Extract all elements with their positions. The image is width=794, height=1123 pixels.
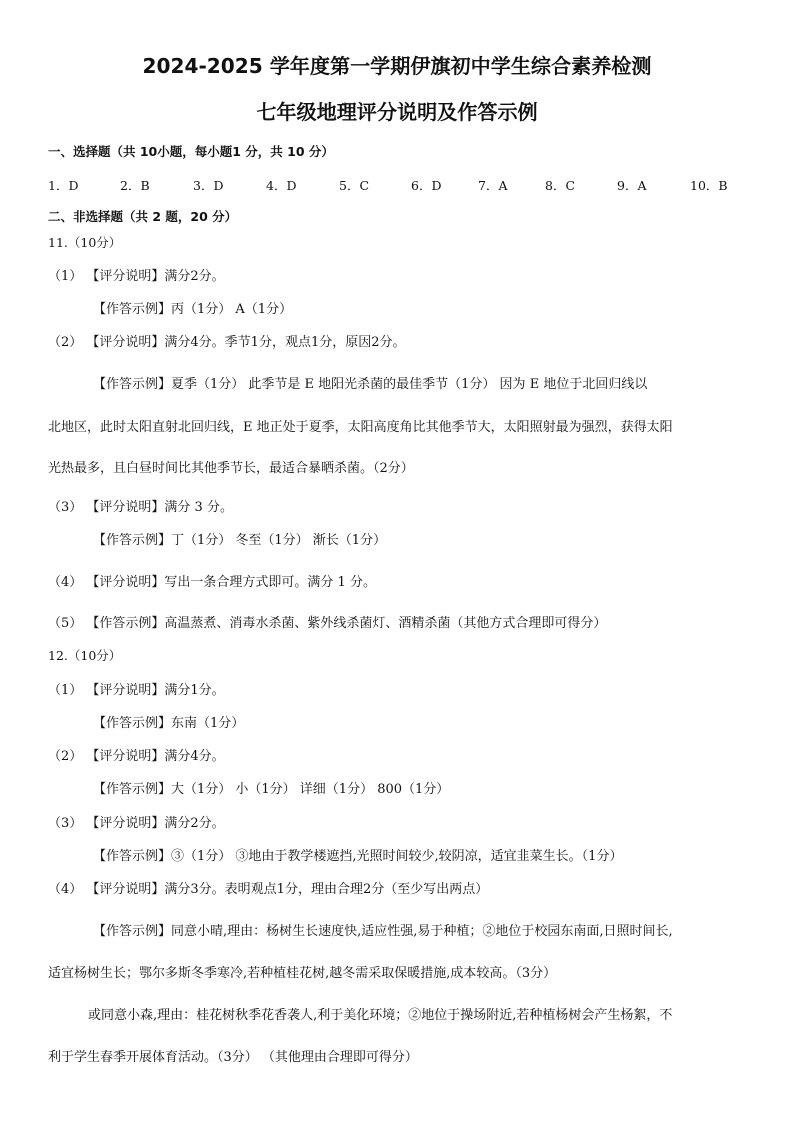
q11-part2-example-line: 【作答示例】夏季（1分） 此季节是 E 地阳光杀菌的最佳季节（1分） 因为 E 地位于北回归线以 [93,377,648,392]
document-subtitle: 七年级地理评分说明及作答示例 [256,100,538,124]
q11-part2-scoring: （2） 【评分说明】满分4分。季节1分，观点1分，原因2分。 [48,335,406,350]
answer-item: 4．D [266,178,297,193]
q12-part4-scoring: （4） 【评分说明】满分3分。表明观点1分，理由合理2分（至少写出两点） [48,882,489,897]
q11-part2-example-line: 光热最多，且白昼时间比其他季节长，最适合暴晒杀菌。（2分） [48,461,414,476]
answer-item: 2．B [120,178,150,193]
q11-part1-example: 【作答示例】丙（1分） A（1分） [93,302,293,317]
q12-part1-scoring: （1） 【评分说明】满分1分。 [48,683,225,698]
q12-part4-alternative-line: 或同意小森,理由：桂花树秋季花香袭人,利于美化环境；②地位于操场附近,若种植杨树会产生杨絮，不 [88,1008,673,1023]
answer-item: 6．D [411,178,442,193]
q11-part1-scoring: （1） 【评分说明】满分2分。 [48,269,225,284]
q12-part2-scoring: （2） 【评分说明】满分4分。 [48,749,225,764]
q12-part4-alternative-line: 利于学生春季开展体育活动。（3分） （其他理由合理即可得分） [48,1050,418,1065]
document-title: 2024-2025 学年度第一学期伊旗初中学生综合素养检测 [142,54,652,78]
answer-item: 3．D [193,178,224,193]
section-heading-multiple-choice: 一、选择题（共 10小题，每小题1 分，共 10 分） [48,144,334,159]
question-12-header: 12.（10分） [48,648,122,663]
answer-item: 1．D [48,178,79,193]
answer-item: 7．A [478,178,508,193]
q12-part3-scoring: （3） 【评分说明】满分2分。 [48,816,225,831]
question-11-header: 11.（10分） [48,235,122,250]
q11-part4-scoring: （4） 【评分说明】写出一条合理方式即可。满分 1 分。 [48,575,376,590]
answer-item: 5．C [339,178,370,193]
answer-item: 10．B [690,178,728,193]
answer-item: 8．C [545,178,576,193]
q12-part1-example: 【作答示例】东南（1分） [93,716,245,731]
section-heading-non-choice: 二、非选择题（共 2 题，20 分） [48,209,238,224]
q11-part5-example: （5） 【作答示例】高温蒸煮、消毒水杀菌、紫外线杀菌灯、酒精杀菌（其他方式合理即可得分） [48,616,607,631]
q11-part2-example-line: 北地区，此时太阳直射北回归线，E 地正处于夏季，太阳高度角比其他季节大，太阳照射最为强烈，获得太阳 [48,420,673,435]
answer-item: 9．A [617,178,647,193]
q12-part4-example-line: 适宜杨树生长；鄂尔多斯冬季寒冷,若种植桂花树,越冬需采取保暖措施,成本较高。（3分） [48,966,557,981]
q11-part3-scoring: （3） 【评分说明】满分 3 分。 [48,500,233,515]
q12-part2-example: 【作答示例】大（1分） 小（1分） 详细（1分） 800（1分） [93,782,450,797]
q11-part3-example: 【作答示例】丁（1分） 冬至（1分） 渐长（1分） [93,533,387,548]
q12-part4-example-line: 【作答示例】同意小晴,理由：杨树生长速度快,适应性强,易于种植；②地位于校园东南面,日照时间长, [93,924,673,939]
q12-part3-example: 【作答示例】③（1分） ③地由于教学楼遮挡,光照时间较少,较阴凉，适宜韭菜生长。（1分） [93,849,623,864]
